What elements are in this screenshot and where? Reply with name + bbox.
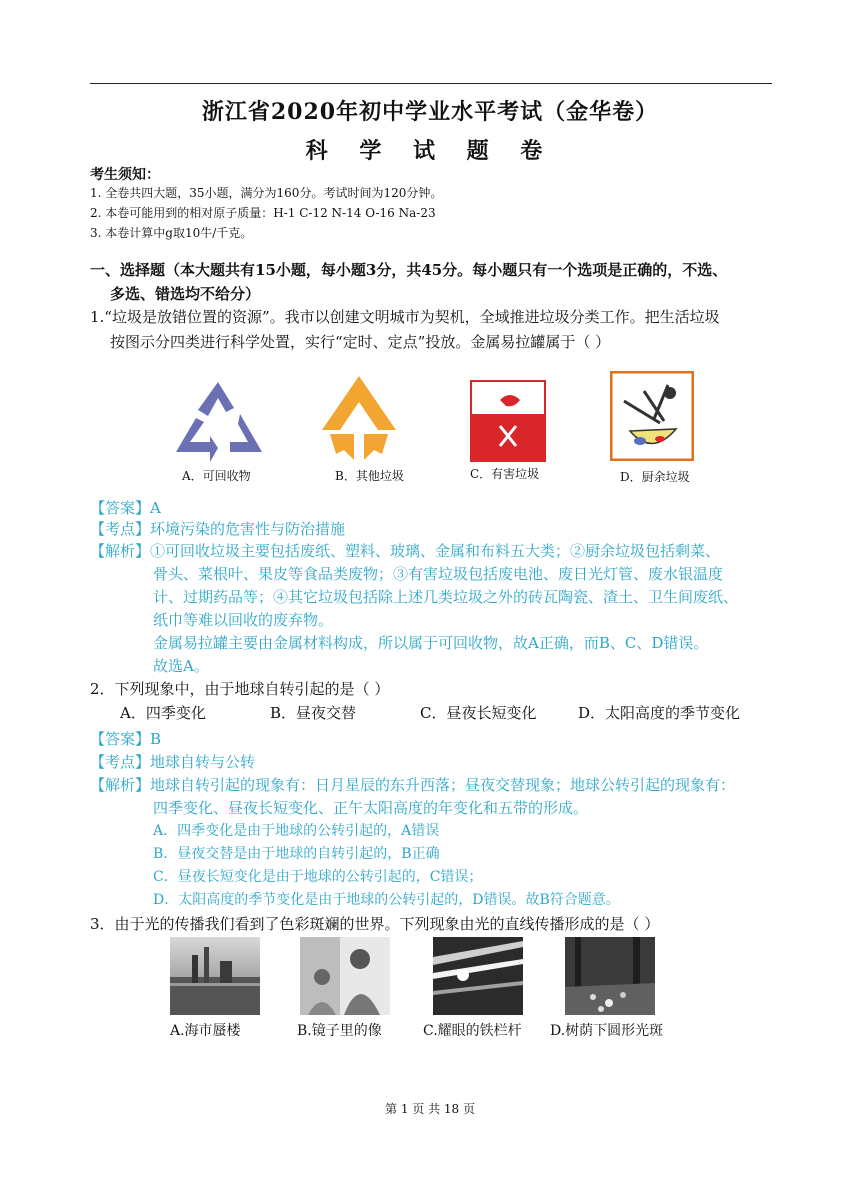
q1-option-c: C．有害垃圾 — [470, 467, 540, 481]
q2-analysis-line: C．昼夜长短变化是由于地球的公转引起的，C错误； — [153, 869, 483, 885]
q1-stem: 1.“垃圾是放错位置的资源”。我市以创建文明城市为契机，全域推进垃圾分类工作。把生活垃圾 — [90, 308, 720, 326]
notice-heading: 考生须知： — [90, 167, 160, 183]
hazard-waste-icon — [470, 380, 546, 462]
recycle-icon — [170, 378, 266, 464]
q1-analysis-line: 纸巾等难以回收的废弃物。 — [153, 611, 334, 629]
notice-item: 3. 本卷计算中g取10牛/千克。 — [90, 226, 253, 240]
answer-tag: 【答案】 — [90, 730, 151, 748]
q3-option-b: B.镜子里的像 — [297, 1023, 382, 1039]
q2-option-c: C．昼夜长短变化 — [420, 704, 537, 722]
q1-analysis-line: 计、过期药品等；④其它垃圾包括除上述几类垃圾之外的砖瓦陶瓷、渣土、卫生间废纸、 — [153, 588, 739, 606]
notice-item: 2. 本卷可能用到的相对原子质量：H-1 C-12 N-14 O-16 Na-23 — [90, 206, 436, 220]
page-title: 浙江省2020年初中学业水平考试（金华卷） — [201, 99, 659, 125]
q2-option-d: D．太阳高度的季节变化 — [578, 704, 741, 722]
kitchen-waste-icon — [610, 371, 694, 461]
section-heading-cont: 多选、错选均不给分） — [110, 285, 261, 303]
q1-analysis-line: ①可回收垃圾主要包括废纸、塑料、玻璃、金属和布料五大类；②厨余垃圾包括剩菜、 — [150, 542, 721, 560]
analysis-tag: 【解析】 — [90, 542, 151, 560]
q3-option-d: D.树荫下圆形光斑 — [550, 1023, 664, 1039]
q1-option-a: A．可回收物 — [182, 469, 251, 483]
page-subtitle: 科 学 试 题 卷 — [305, 138, 555, 164]
q2-point: 地球自转与公转 — [150, 753, 256, 771]
q2-analysis-line: B．昼夜交替是由于地球的自转引起的，B正确 — [153, 846, 440, 862]
point-tag: 【考点】 — [90, 753, 151, 771]
q3-option-c: C.耀眼的铁栏杆 — [423, 1023, 522, 1039]
point-tag: 【考点】 — [90, 520, 151, 538]
tree-shade-photo — [565, 937, 655, 1015]
q2-analysis-line: A．四季变化是由于地球的公转引起的，A错误 — [153, 823, 440, 839]
answer-tag: 【答案】 — [90, 499, 151, 517]
q2-analysis-line: 四季变化、昼夜长短变化、正午太阳高度的年变化和五带的形成。 — [153, 799, 589, 817]
section-heading: 一、选择题（本大题共有15小题，每小题3分，共45分。每小题只有一个选项是正确的，不选、 — [90, 261, 728, 279]
q1-option-b: B．其他垃圾 — [335, 469, 404, 483]
mirage-photo — [170, 937, 260, 1015]
q1-answer: A — [150, 499, 161, 517]
q2-stem: 2．下列现象中，由于地球自转引起的是（ ） — [90, 680, 390, 698]
q3-stem: 3．由于光的传播我们看到了色彩斑斓的世界。下列现象由光的直线传播形成的是（ ） — [90, 915, 660, 933]
q3-option-a: A.海市蜃楼 — [170, 1023, 241, 1039]
q1-stem-cont: 按图示分四类进行科学处置，实行“定时、定点”投放。金属易拉罐属于（ ） — [110, 333, 611, 351]
q1-point: 环境污染的危害性与防治措施 — [150, 520, 346, 538]
q1-analysis-line: 骨头、菜根叶、果皮等食品类废物；③有害垃圾包括废电池、废日光灯管、废水银温度 — [153, 565, 724, 583]
q2-option-a: A．四季变化 — [120, 704, 206, 722]
q2-analysis-line: D．太阳高度的季节变化是由于地球的公转引起的，D错误。故B符合题意。 — [153, 892, 620, 908]
page-footer: 第 1 页 共 18 页 — [385, 1102, 475, 1116]
other-waste-icon — [320, 374, 398, 466]
q1-analysis-line: 金属易拉罐主要由金属材料构成，所以属于可回收物，故A正确，而B、C、D错误。 — [153, 634, 709, 652]
analysis-tag: 【解析】 — [90, 776, 151, 794]
mirror-photo — [300, 937, 390, 1015]
q2-answer: B — [150, 730, 162, 748]
q1-option-d: D．厨余垃圾 — [620, 470, 690, 484]
q2-analysis-line: 地球自转引起的现象有：日月星辰的东升西落；昼夜交替现象；地球公转引起的现象有： — [150, 776, 736, 794]
q2-option-b: B．昼夜交替 — [270, 704, 357, 722]
notice-item: 1. 全卷共四大题，35小题，满分为160分。考试时间为120分钟。 — [90, 186, 443, 200]
top-rule — [90, 83, 772, 84]
q1-analysis-line: 故选A。 — [153, 657, 209, 675]
railing-photo — [433, 937, 523, 1015]
